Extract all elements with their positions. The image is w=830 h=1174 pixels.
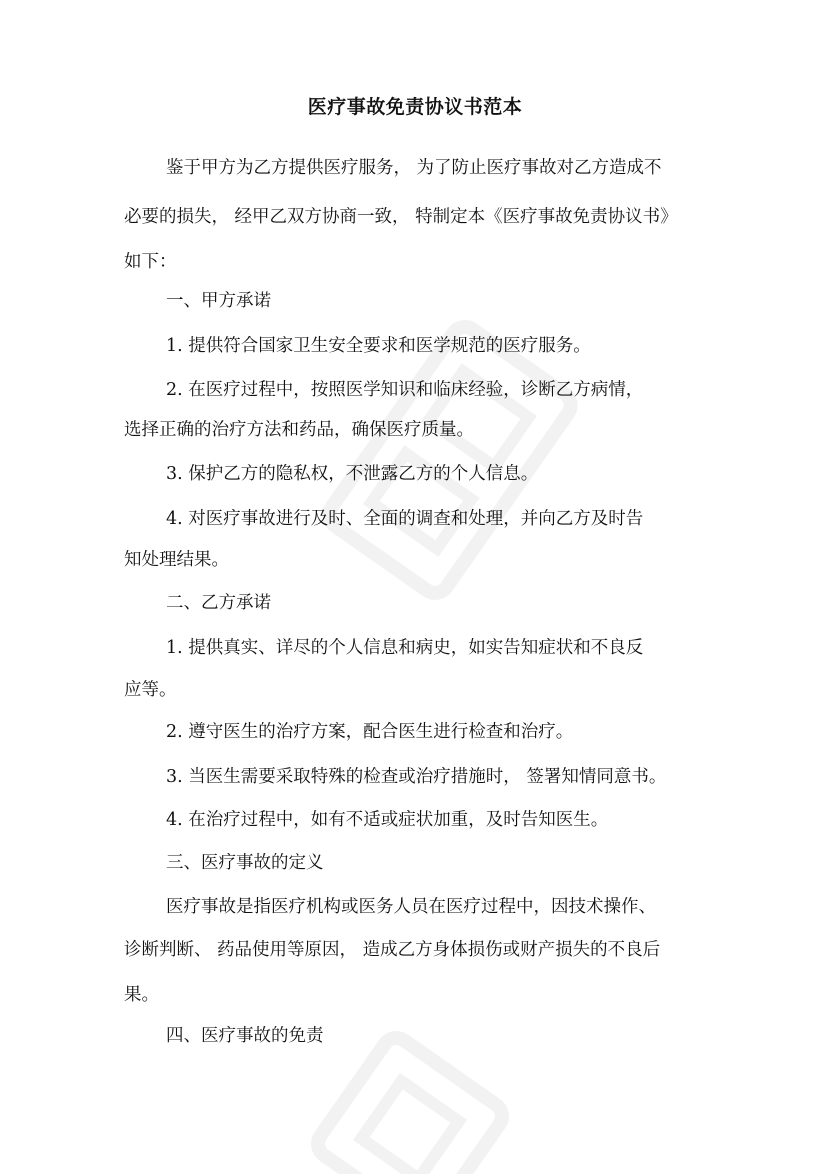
section2-item2-line1: 2. 遵守医生的治疗方案，配合医生进行检查和治疗。 <box>166 722 574 742</box>
section-heading-4: 四、医疗事故的免责 <box>166 1026 324 1046</box>
document-title: 医疗事故免责协议书范本 <box>307 96 523 118</box>
section-heading-1: 一、甲方承诺 <box>166 291 271 311</box>
intro-line-1: 鉴于甲方为乙方提供医疗服务， 为了防止医疗事故对乙方造成不 <box>166 158 662 178</box>
watermark-logo-bottom <box>299 1019 522 1174</box>
section-heading-2: 二、乙方承诺 <box>166 593 271 613</box>
intro-line-2: 必要的损失， 经甲乙双方协商一致， 特制定本《医疗事故免责协议书》 <box>124 207 678 227</box>
section1-item3-line1: 3. 保护乙方的隐私权，不泄露乙方的个人信息。 <box>166 464 539 484</box>
section2-item4-line1: 4. 在治疗过程中，如有不适或症状加重，及时告知医生。 <box>166 810 609 830</box>
section-heading-3: 三、医疗事故的定义 <box>166 853 324 873</box>
section3-body-line3: 果。 <box>124 985 159 1005</box>
section3-body-line2: 诊断判断、 药品使用等原因， 造成乙方身体损伤或财产损失的不良后 <box>124 940 661 960</box>
intro-line-3: 如下： <box>124 252 177 272</box>
section2-item3-line1: 3. 当医生需要采取特殊的检查或治疗措施时， 签署知情同意书。 <box>166 767 667 787</box>
section1-item2-line1: 2. 在医疗过程中，按照医学知识和临床经验，诊断乙方病情， <box>166 380 644 400</box>
section2-item1-line2: 应等。 <box>124 680 177 700</box>
section1-item4-line1: 4. 对医疗事故进行及时、全面的调查和处理，并向乙方及时告 <box>166 509 644 529</box>
section1-item2-line2: 选择正确的治疗方法和药品，确保医疗质量。 <box>124 420 474 440</box>
section3-body-line1: 医疗事故是指医疗机构或医务人员在医疗过程中，因技术操作、 <box>166 897 656 917</box>
section1-item4-line2: 知处理结果。 <box>124 550 229 570</box>
section1-item1-line1: 1. 提供符合国家卫生安全要求和医学规范的医疗服务。 <box>166 336 591 356</box>
section2-item1-line1: 1. 提供真实、详尽的个人信息和病史，如实告知症状和不良反 <box>166 638 644 658</box>
